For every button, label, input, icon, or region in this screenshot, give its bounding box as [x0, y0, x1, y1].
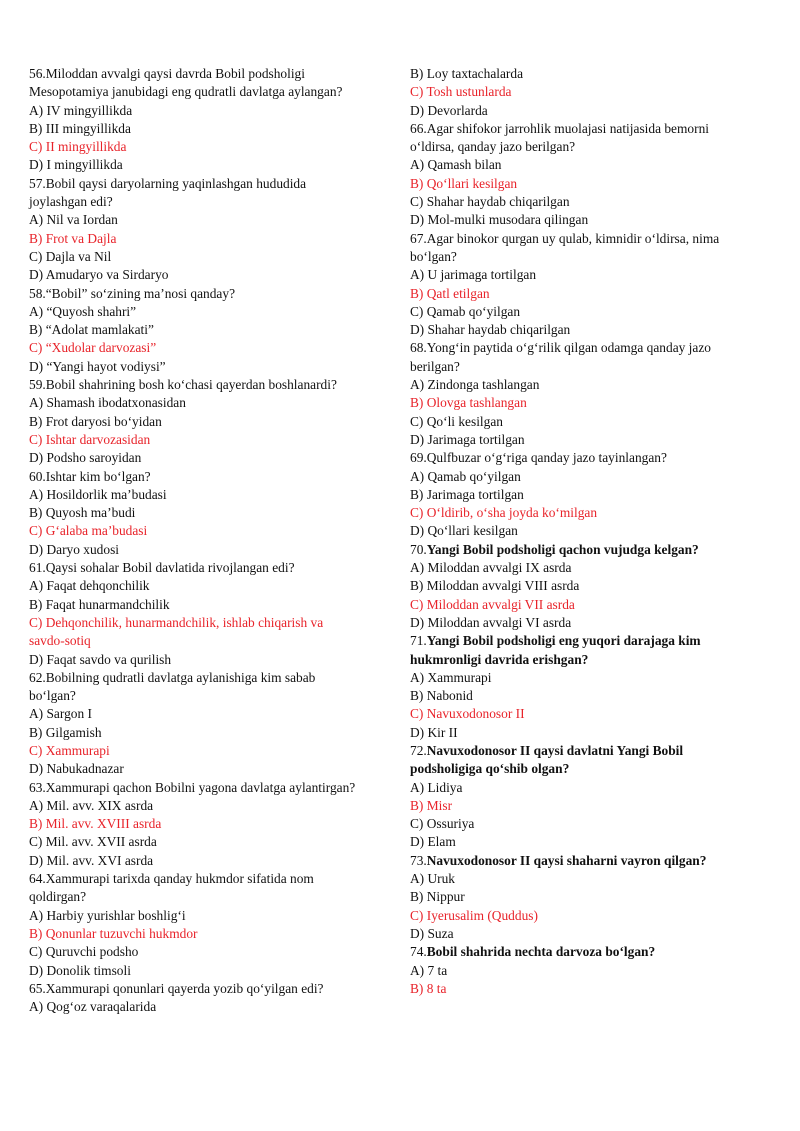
answer-option: A) Lidiya [410, 779, 463, 795]
question-text-bold: hukmronligi davrida erishgan? [410, 651, 589, 667]
question-line: 66.Agar shifokor jarrohlik muolajasi natijasida bemorni [410, 120, 709, 136]
question-line: 56.Miloddan avvalgi qaysi davrda Bobil podsholigi [29, 66, 305, 81]
answer-option: B) Loy taxtachalarda [410, 66, 524, 81]
correct-answer-option: B) 8 ta [410, 980, 447, 996]
answer-option: A) Mil. avv. XIX asrda [29, 797, 154, 813]
answer-option: A) “Quyosh shahri” [29, 303, 137, 319]
question-number: 70. [410, 541, 427, 557]
question-line: 67.Agar binokor qurgan uy qulab, kimnidir o‘ldirsa, nima [410, 230, 720, 246]
question-line [410, 541, 772, 559]
answer-option: A) Nil va Iordan [29, 212, 118, 228]
answer-option: D) I mingyillikda [29, 157, 123, 173]
correct-answer-option: B) Misr [410, 797, 453, 813]
correct-answer-option: B) Mil. avv. XVIII asrda [29, 816, 162, 832]
answer-option: D) Nabukadnazar [29, 761, 124, 777]
question-line [410, 943, 772, 961]
answer-option: D) Suza [410, 925, 454, 941]
answer-option: D) Elam [410, 834, 456, 850]
answer-option: B) Quyosh ma’budi [29, 505, 136, 521]
question-text-bold: Navuxodonosor II qaysi davlatni Yangi Bobil [426, 742, 684, 758]
question-number: 73. [410, 852, 427, 868]
correct-answer-option: C) O‘ldirib, o‘sha joyda ko‘milgan [410, 505, 598, 521]
question-line: bo‘lgan? [29, 688, 76, 704]
question-line [410, 632, 772, 650]
correct-answer-option: C) Iyerusalim (Quddus) [410, 907, 538, 923]
answer-option: A) U jarimaga tortilgan [410, 267, 537, 283]
answer-option: B) III mingyillikda [29, 120, 131, 136]
question-line [410, 760, 772, 778]
question-line: 64.Xammurapi tarixda qanday hukmdor sifatida nom [29, 871, 314, 887]
answer-option: C) Qo‘li kesilgan [410, 413, 503, 429]
answer-option: A) Qog‘oz varaqalarida [29, 999, 157, 1015]
correct-answer-option: C) Navuxodonosor II [410, 706, 525, 722]
right-column [410, 65, 772, 998]
question-line [410, 742, 772, 760]
correct-answer-option: B) Frot va Dajla [29, 230, 117, 246]
answer-option: A) IV mingyillikda [29, 102, 133, 118]
question-line: 62.Bobilning qudratli davlatga aylanishiga kim sabab [29, 669, 316, 685]
answer-option: A) Xammurapi [410, 669, 492, 685]
question-line: 59.Bobil shahrining bosh ko‘chasi qayerdan boshlanardi? [29, 377, 337, 393]
answer-option: A) Harbiy yurishlar boshlig‘i [29, 907, 186, 923]
answer-option: D) Donolik timsoli [29, 962, 131, 978]
question-line: 57.Bobil qaysi daryolarning yaqinlashgan hududida [29, 175, 307, 191]
correct-answer-option: B) Olovga tashlangan [410, 395, 527, 411]
correct-answer-option: C) “Xudolar darvozasi” [29, 340, 157, 356]
question-line: berilgan? [410, 358, 460, 374]
answer-option: A) Uruk [410, 871, 455, 887]
answer-option: B) Frot daryosi bo‘yidan [29, 413, 162, 429]
correct-answer-option: B) Qonunlar tuzuvchi hukmdor [29, 925, 198, 941]
answer-option: C) Qamab qo‘yilgan [410, 303, 521, 319]
answer-option: B) “Adolat mamlakati” [29, 322, 154, 338]
answer-option: D) Mil. avv. XVI asrda [29, 852, 154, 868]
correct-answer-option: C) II mingyillikda [29, 139, 127, 155]
answer-option: C) Dajla va Nil [29, 248, 112, 264]
question-line: 68.Yong‘in paytida o‘g‘rilik qilgan odamga qanday jazo [410, 340, 711, 356]
answer-option: D) Podsho saroyidan [29, 450, 142, 466]
correct-answer-option: C) Miloddan avvalgi VII asrda [410, 596, 575, 612]
answer-option: B) Nippur [410, 889, 465, 905]
answer-option: D) Faqat savdo va qurilish [29, 651, 172, 667]
answer-option: C) Ossuriya [410, 816, 475, 832]
answer-option: D) Mol-mulki musodara qilingan [410, 212, 589, 228]
correct-answer-option: B) Qo‘llari kesilgan [410, 175, 518, 191]
question-line: 61.Qaysi sohalar Bobil davlatida rivojlangan edi? [29, 560, 295, 576]
answer-option: B) Jarimaga tortilgan [410, 486, 524, 502]
question-line: bo‘lgan? [410, 248, 457, 264]
answer-option: C) Mil. avv. XVII asrda [29, 834, 157, 850]
correct-answer-option: C) G‘alaba ma’budasi [29, 523, 148, 539]
answer-option: A) Hosildorlik ma’budasi [29, 486, 167, 502]
answer-option: D) Kir II [410, 724, 458, 740]
question-line [410, 651, 772, 669]
question-line: 63.Xammurapi qachon Bobilni yagona davlatga aylantirgan? [29, 779, 356, 795]
answer-option: A) 7 ta [410, 962, 448, 978]
answer-option: B) Nabonid [410, 688, 473, 704]
question-text-bold: podsholigiga qo‘shib olgan? [410, 761, 570, 777]
answer-option: A) Faqat dehqonchilik [29, 578, 150, 594]
answer-option: D) Devorlarda [410, 102, 488, 118]
question-line [410, 852, 772, 870]
answer-option: D) Shahar haydab chiqarilgan [410, 322, 571, 338]
question-line: 65.Xammurapi qonunlari qayerda yozib qo‘yilgan edi? [29, 980, 324, 996]
question-line: 60.Ishtar kim bo‘lgan? [29, 468, 151, 484]
answer-option: B) Faqat hunarmandchilik [29, 596, 170, 612]
question-text-bold: Yangi Bobil podsholigi eng yuqori darajaga kim [426, 633, 701, 649]
answer-option: C) Quruvchi podsho [29, 944, 139, 960]
answer-option: A) Qamab qo‘yilgan [410, 468, 521, 484]
correct-answer-option: C) Tosh ustunlarda [410, 84, 512, 100]
answer-option: D) Miloddan avvalgi VI asrda [410, 614, 572, 630]
question-number: 74. [410, 944, 427, 960]
question-number: 71. [410, 633, 427, 649]
question-line: 58.“Bobil” so‘zining ma’nosi qanday? [29, 285, 236, 301]
answer-option: D) Jarimaga tortilgan [410, 431, 525, 447]
question-text-bold: Bobil shahrida nechta darvoza bo‘lgan? [426, 944, 656, 960]
answer-option: A) Qamash bilan [410, 157, 502, 173]
correct-answer-option: C) Dehqonchilik, hunarmandchilik, ishlab chiqarish va [29, 614, 324, 630]
answer-option: A) Zindonga tashlangan [410, 377, 540, 393]
answer-option: D) Amudaryo va Sirdaryo [29, 267, 169, 283]
correct-answer-option: savdo-sotiq [29, 633, 91, 649]
answer-option: A) Sargon I [29, 706, 92, 722]
question-line: joylashgan edi? [29, 194, 113, 210]
question-line: qoldirgan? [29, 889, 87, 905]
question-text-bold: Yangi Bobil podsholigi qachon vujudga kelgan? [426, 541, 699, 557]
question-line: Mesopotamiya janubidagi eng qudratli davlatga aylangan? [29, 84, 343, 100]
answer-option: B) Miloddan avvalgi VIII asrda [410, 578, 580, 594]
answer-option: D) “Yangi hayot vodiysi” [29, 358, 166, 374]
answer-option: B) Gilgamish [29, 724, 102, 740]
answer-option: C) Shahar haydab chiqarilgan [410, 194, 570, 210]
question-number: 72. [410, 742, 427, 758]
correct-answer-option: C) Ishtar darvozasidan [29, 431, 151, 447]
correct-answer-option: B) Qatl etilgan [410, 285, 490, 301]
left-column [29, 65, 391, 1016]
answer-option: A) Shamash ibodatxonasidan [29, 395, 186, 411]
answer-option: A) Miloddan avvalgi IX asrda [410, 560, 572, 576]
question-text-bold: Navuxodonosor II qaysi shaharni vayron qilgan? [426, 852, 707, 868]
answer-option: D) Qo‘llari kesilgan [410, 523, 518, 539]
correct-answer-option: C) Xammurapi [29, 742, 110, 758]
question-line: 69.Qulfbuzar o‘g‘riga qanday jazo tayinlangan? [410, 450, 667, 466]
question-line: o‘ldirsa, qanday jazo berilgan? [410, 139, 576, 155]
answer-option: D) Daryo xudosi [29, 541, 120, 557]
